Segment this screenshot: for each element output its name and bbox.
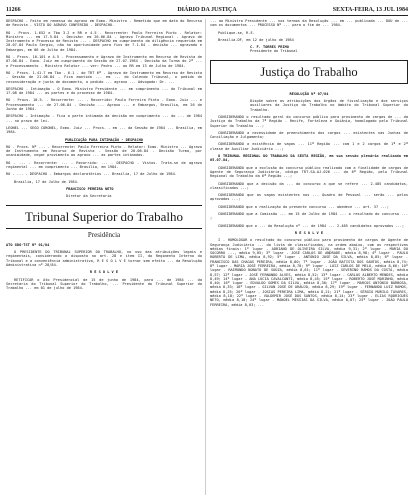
left-paragraph: LEONEL ... SEGO CORONEL, Exmo. Juiz ... Procs. - em ... da Sessão de 1984 ... Brasília, em 1984. [6, 125, 202, 135]
page-header [6, 5, 408, 15]
resolution-intro: Dispõe sobre as atribuições dos órgãos de fiscalização e dos serviços auxiliares da Justiça do Trabalho no âmbito do Tribunal Superior do Trabalho. [250, 99, 408, 112]
column-divider [205, 19, 206, 495]
resolve-body: RETIFICAR o Ato Presidencial de 15 de junho de 1984, para ... de 1984 ... da Secretaria do Tribunal Superior do Trabalho, ... Presidente do Tribunal Superior do Trabalho ... em 01 de julho de 1984. [6, 277, 202, 291]
considerando: CONSIDERANDO que a exclusão do concurso público realizado com a finalidade de cargos de Agente de Segurança Judiciária, código TRT-SA-AJ-026 ... da 6ª Região, pelo Tribunal Regional do Trabalho da 6ª Região ...; [210, 165, 408, 179]
right-resolve-body: I - HOMOLOGAR o resultado do concurso público para provimento de cargos de Agente de Segurança Judiciária ... da lista de classificados, na ordem abaixo, com as respectivas médias finais: 1º lugar - ADRIANO DE OLIVEIRA SILVA, média 9,31; 2º lugar - MARIA DO SOCORRO ..., média 9,05; 3º lugar - JOSÉ CARLOS DE ANDRADE, média 8,98; 4º lugar - PAULO ROBERTO DE LIMA, média 8,92; 5º lugar - ANTÔNIO JOSÉ DA SILVA, média 8,85; 6º lugar - FRANCISCO DAS CHAGAS PEREIRA, média 8,80; 7º lugar - JOÃO BATISTA DOS SANTOS, média 8,74; 8º lugar - MARIA JOSÉ FERREIRA, média 8,70; 9º lugar - LUIZ CARLOS DE MELO, média 8,66; 10º lugar - RAIMUNDO NONATO DE SOUZA, média 8,61; 11º lugar - SEVERINO RAMOS DA COSTA, média 8,57; 12º lugar - JOSÉ FERNANDO ALVES, média 8,52; 13º lugar - CARLOS ALBERTO MENDES, média 8,49; 14º lugar - ANA LÚCIA CAVALCANTI, média 8,45; 15º lugar - ROBERTO JOSÉ MARINHO, média 8,40; 16º lugar - EDVALDO GOMES DA SILVA, média 8,38; 17º lugar - MARCOS ANTÔNIO BARBOSA, média 8,33; 18º lugar - GILVAN JOSÉ DE ARAÚJO, média 8,29; 19º lugar - FERNANDO LUIZ RAMOS, média 8,25; 20º lugar - JOSIAS PEREIRA LIMA, média 8,21; 21º lugar - SÉRGIO MURILO TAVARES, média 8,18; 22º lugar - VALDEMIR JOSÉ DOS SANTOS, média 8,14; 23º lugar - ELIAS RODRIGUES NETO, média 8,10; 24º lugar - MANOEL MESSIAS DA SILVA, média 8,07; 25º lugar - JOÃO PAULO FERREIRA, média 8,03; ... [210, 238, 408, 307]
section-heading: PUBLICAÇÃO PARA INTIMAÇÃO - DESPACHO [65, 137, 143, 142]
tst-title: Tribunal Superior do Trabalho [6, 205, 202, 229]
left-paragraph: RO - Procs. 1.41.7 em Tba - 6.1 - do TRT 6ª - Agravo de Instrumento em Recurso de Revista - Sessão de 21.06.84 - Fica mantida ... em ... do Colendo Tribunal, o pedido de reconsideração e junta de documento, o pedido ... agravo ... Advogado: Dr. ... [6, 70, 202, 84]
left-paragraph: RO - ... - Recorrente: ... - Recorrido: ... - DESPACHO - Vistos. Trata-se de agravo regimental ... em cumprimento ... Brasília, em 1984. [6, 160, 202, 170]
right-column [210, 19, 408, 310]
right-date-line: Brasília-DF, em 12 de julho de 1984 [218, 37, 294, 42]
considerando: CONSIDERANDO que a decisão da ... do concurso a que se refere ... 2.485 candidatos, classificados ...; [210, 181, 408, 190]
journal-title: DIÁRIO DA JUSTIÇA [177, 7, 237, 13]
considerando: CONSIDERANDO que a Comissão ... em 15 de Julho de 1984 ... o resultado do concurso ... ; [210, 212, 408, 221]
ato-body: O PRESIDENTE DO TRIBUNAL SUPERIOR DO TRABALHO, no uso das atribuições legais e regimentais, considerando o disposto no art. 28 e item II, do Regimento Interno do Tribunal e a conveniência administrativa, R E S O L V E tornar sem efeito ... da Resolução Administrativa nº 28/84. [6, 250, 202, 267]
left-paragraph: RO - Procs. Nº ... - Recorrente: Paulo Ferreira Pinto - Relator: Exmo. Ministro ... Agravo de Instrumento em Recurso de Revista - Sessão de 20.06.84 - Decisão Turma, por unanimidade, negar provimento ao agravo ... as partes intimadas. [6, 144, 202, 158]
right-signature-role: Presidente do Tribunal [250, 49, 298, 54]
ato-label: ATO GDG-TST Nº 01/84 [6, 242, 50, 247]
left-paragraph: RO - Procs. 10.101 e 4.5 - Processamento e Agravo de Instrumento em Recurso de Revista de 07.06.84 - Exmo. Juiz em cumprimento da Sessão de 27.07.1984 - Decisão da Turma do 2ª ... e Processamento - Ministro Relator ... ver: Pedro ... ao RR em 13 de Julho de 1984. [6, 55, 202, 68]
section-box [210, 60, 408, 84]
left-paragraph: DESPACHO - Intimação - O Exmo. Ministro Presidente ... em cumprimento ... do Tribunal em 17.08 de 1984 ... as partes e do processo de 1984. [6, 86, 202, 96]
right-signature-name: C. F. TORRES PRIMO [250, 45, 289, 50]
box-title: Justiça do Trabalho [260, 64, 358, 79]
issue-date: SEXTA-FEIRA, 13 JUL 1984 [332, 7, 408, 13]
considerando: CONSIDERANDO que a realização do presente concurso ... obedece ... art. 37 ...; [218, 204, 389, 209]
resolution-item: CONSIDERANDO a necessidade de preenchimento dos cargos ... existentes nas Juntas de Conciliação e Julgamento; [210, 130, 408, 140]
signature-name: FRANCISCO PEREIRA NETO [66, 186, 114, 191]
tribunal-heading: O TRIBUNAL REGIONAL DO TRABALHO DA SEXTA REGIÃO, em sua sessão plenária realizada em 05.07.84, [210, 154, 408, 163]
left-paragraph: RO - Procs. 10.5. - Recorrente: ... - Recorrido: Paulo Ferreira Pinto - Exmo. Juiz ... e Processamento ... de 27.06.84 - Decisão ... Agravo ... e Embargos, Brasília, em 26 de Junho de 1984. [6, 98, 202, 112]
left-paragraph: DESPACHO - Intimação - Fica a parte intimada da decisão em cumprimento ... do ... de 1984 ... no prazo de lei. [6, 114, 202, 123]
considerando: CONSIDERANDO que o ... da Resolução nº ... de 1984 ... 2.485 candidatos aprovados ...; [218, 223, 405, 228]
right-paragraph: Publique-se, R.E. [218, 30, 255, 35]
header-rule [6, 15, 408, 16]
left-paragraph: DESPACHO - Feito em remessa do agravo em Exmo. Ministro - Remetido que em data do Recurso de Revista - VISTO DO AGRAVO CONFERIDO - DESPACHO. [6, 19, 202, 28]
left-paragraph: RO - ... - DESPACHO - Embargos declaratórios ... Brasília, 17 de Julho de 1984. [6, 172, 177, 177]
tst-subtitle: Presidência [87, 230, 121, 239]
signature-role: Diretor da Secretaria [66, 194, 112, 199]
resolve-heading: R E S O L V E [89, 270, 119, 275]
resolution-heading: RESOLUÇÃO Nº 07/84 [289, 91, 329, 96]
considerando: CONSIDERANDO que as vagas existentes nos ... Quadro de Pessoal ... serão ... pelos aprovados ...; [210, 193, 408, 202]
resolution-item: CONSIDERANDO a existência de vagas ... 11ª Região ... com 1 e 2 cargos de 1ª e 2ª classe de Auxiliar Judiciário ...; [210, 142, 408, 151]
right-paragraph: ... ao Ministro Presidente ... nos termos da Resolução ... em ... publicada ... DOU de ... com os documentos ... PROCESSO Nº ... para o fim de ... 1984. [210, 19, 408, 28]
right-resolve-heading: R E S O L V E [294, 230, 324, 235]
left-column [6, 19, 202, 293]
date-line: Brasília, 17 de Julho de 1984. [14, 179, 79, 184]
left-paragraph: RO - Procs. 1.652 e Tba 3.2 e RR e 4.5 - Recorrente: Paulo Ferreira Pinto - Relator: Ministro ... em 17.5.84 - Decisão: em 26.06.84 - Agravo Tribunal Regional - Agravo de Instrumento e Processo de Revista ... - DESPACHO em cumprimento da diligência requerida em 20.07.84 Paulo Sergio, não ha oportunidade para fins de 7.1.84 - decisão ... agravado e Embargos, em 06 de Julho de 1984. [6, 30, 202, 52]
resolution-item: CONSIDERANDO o resultado geral do concurso público para provimento de cargos de ... da Justiça do Trabalho da 7ª Região - Recife, Fortaleza e Goiânia, homologado pelo Tribunal Superior do Trabalho ...; [210, 114, 408, 128]
page-number: 11266 [6, 7, 21, 13]
